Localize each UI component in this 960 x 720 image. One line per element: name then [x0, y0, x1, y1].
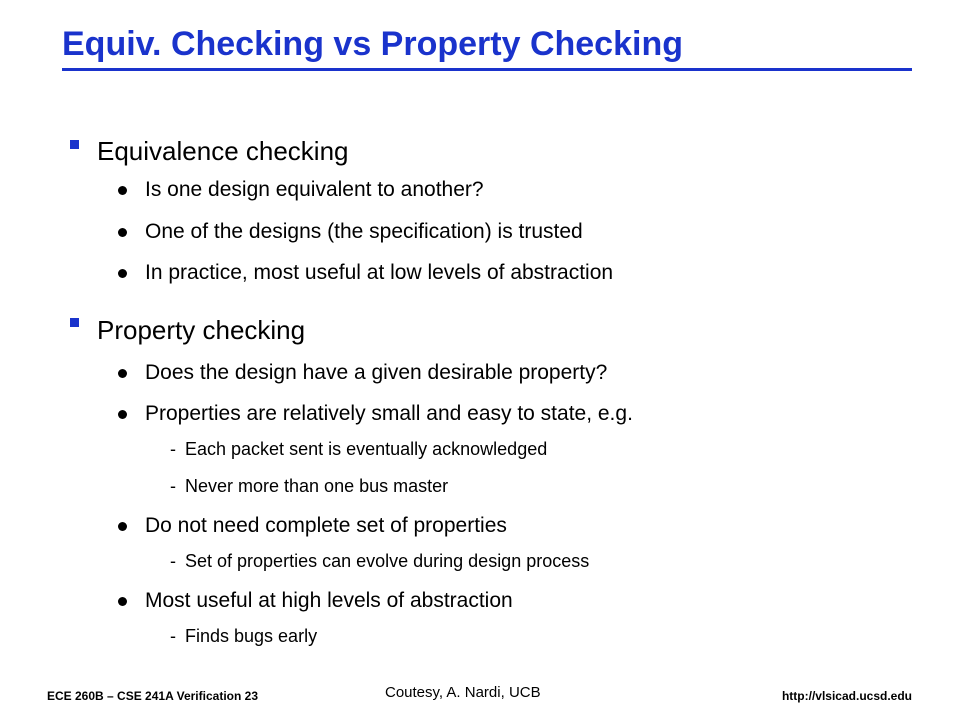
dash-bullet: - [170, 626, 176, 646]
list-item: In practice, most useful at low levels of abstraction [145, 261, 614, 284]
square-bullet-icon [70, 318, 79, 327]
list-item: Is one design equivalent to another? [145, 178, 484, 201]
slide-title: Equiv. Checking vs Property Checking [62, 25, 683, 63]
footer-course-label: ECE 260B – CSE 241A Verification 23 [47, 689, 258, 703]
sub-list-item: Each packet sent is eventually acknowledged [185, 439, 548, 459]
dash-bullet: - [170, 551, 176, 571]
round-bullet-icon [118, 186, 127, 195]
list-item: Do not need complete set of properties [145, 514, 507, 537]
list-item: Most useful at high levels of abstraction [145, 589, 513, 612]
dash-bullet: - [170, 439, 176, 459]
section-heading-equivalence: Equivalence checking [97, 136, 349, 166]
round-bullet-icon [118, 269, 127, 278]
title-underline [62, 68, 912, 71]
round-bullet-icon [118, 369, 127, 378]
round-bullet-icon [118, 522, 127, 531]
sub-list-item: Never more than one bus master [185, 476, 449, 496]
dash-bullet: - [170, 476, 176, 496]
footer-credit: Coutesy, A. Nardi, UCB [385, 684, 541, 701]
list-item: Properties are relatively small and easy to state, e.g. [145, 402, 633, 425]
list-item: One of the designs (the specification) is trusted [145, 220, 583, 243]
square-bullet-icon [70, 140, 79, 149]
round-bullet-icon [118, 597, 127, 606]
round-bullet-icon [118, 228, 127, 237]
footer-url: http://vlsicad.ucsd.edu [781, 689, 912, 703]
round-bullet-icon [118, 410, 127, 419]
list-item: Does the design have a given desirable property? [145, 361, 608, 384]
sub-list-item: Finds bugs early [185, 626, 318, 646]
section-heading-property: Property checking [97, 315, 306, 345]
sub-list-item: Set of properties can evolve during design process [185, 551, 590, 571]
